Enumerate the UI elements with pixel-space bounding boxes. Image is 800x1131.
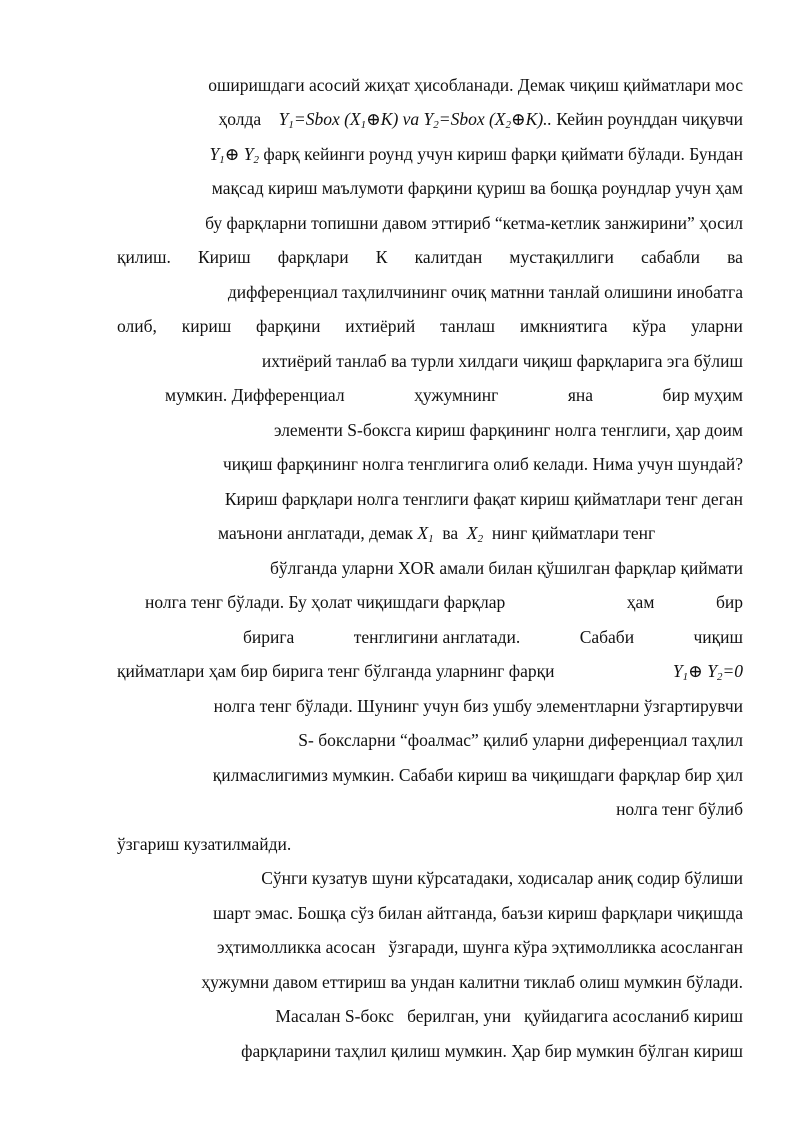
- text-line: нолга тенг бўлади. Шунинг учун биз ушбу элементларни ўзгартирувчи: [213, 696, 743, 716]
- text-line: ихтиёрий танлаб ва турли хилдаги чиқиш фарқларига эга бўлиш: [261, 351, 743, 371]
- text-line: бу фарқларни топишни давом эттириб “кетма-кетлик занжирини” ҳосил: [205, 213, 743, 233]
- text-line: қилмаслигимиз мумкин. Сабаби кириш ва чиқишдаги фарқлар бир ҳил: [212, 765, 743, 785]
- text-line: ҳужумни давом еттириш ва ундан калитни тиклаб олиш мумкин бўлади.: [201, 972, 743, 992]
- text-line: нолга тенг бўлиб: [616, 799, 743, 819]
- text-line: эҳтимолликка асосан ўзгаради, шунга кўра эҳтимолликка асосланган: [217, 937, 743, 957]
- text-line-justified: бирига тенглигини англатади. Сабаби чиқиш: [243, 627, 743, 647]
- text-line: дифференциал таҳлилчининг очиқ матнни танлай олишини инобатга: [227, 282, 743, 302]
- text-line: Сўнги кузатув шуни кўрсатадаки, ходисалар аниқ содир бўлиши: [261, 868, 743, 888]
- text-line: шарт эмас. Бошқа сўз билан айтганда, баъзи кириш фарқлари чиқишда: [213, 903, 743, 923]
- text-line: мақсад кириш маълумоти фарқини қуриш ва бошқа роундлар учун ҳам: [211, 178, 743, 198]
- text-line: ўзгариш кузатилмайди.: [117, 834, 292, 854]
- formula-x2: $X_2$: [466, 523, 484, 545]
- text-line-formula: қийматлари ҳам бир бирига тенг бўлганда уларнинг фарқи $Y_1\oplus$ $Y_2=0$: [117, 661, 743, 683]
- text-line-justified: мумкин. Дифференциал ҳужумнинг яна бир муҳим: [165, 385, 743, 405]
- text-line-formula: маънони англатади, демак $X_1$ ва $X_2$ нинг қийматлари тенг: [218, 523, 656, 545]
- text-line-formula: ҳолда $Y_1=Sbox$ $(X_1\oplus K)$ va $Y_2=Sbox$ $(X_2\oplus K)$.. Кейин роунддан чиқувчи: [218, 109, 743, 131]
- formula-y1-xor-y2-zero: $Y_1\oplus$ $Y_2=0$: [672, 661, 743, 683]
- formula-y1: $Y_1=Sbox$ $(X_1\oplus K)$ va $Y_2=Sbox$ $(X_2\oplus K)$..: [278, 109, 552, 131]
- text-line-formula: $Y_1\oplus$ $Y_2$ фарқ кейинги роунд учун кириш фарқи қиймати бўлади. Бундан: [209, 144, 743, 166]
- text-line: S- боксларни “фоалмас” қилиб уларни диференциал таҳлил: [298, 730, 743, 750]
- text-line-justified: олиб, кириш фарқини ихтиёрий танлаш имкниятига кўра уларни: [117, 316, 743, 336]
- text-line: бўлганда уларни XOR амали билан қўшилган фарқлар қиймати: [269, 558, 743, 578]
- text-line: элементи S-боксга кириш фарқининг нолга тенглиги, ҳар доим: [274, 420, 743, 440]
- text-line-justified: нолга тенг бўлади. Бу ҳолат чиқишдаги фарқлар ҳам бир: [145, 592, 743, 612]
- text-line: оширишдаги асосий жиҳат ҳисобланади. Демак чиқиш қийматлари мос: [208, 75, 743, 95]
- text-line: Масалан S-бокс берилган, уни қуйидагига асосланиб кириш: [275, 1006, 743, 1026]
- formula-x1: $X_1$: [417, 523, 434, 545]
- text-line: чиқиш фарқининг нолга тенглигига олиб келади. Нима учун шундай?: [222, 454, 743, 474]
- text-line: Кириш фарқлари нолга тенглиги фақат кириш қийматлари тенг деган: [224, 489, 743, 509]
- text-line: фарқларини таҳлил қилиш мумкин. Ҳар бир мумкин бўлган кириш: [241, 1041, 743, 1061]
- text-line-justified: қилиш. Кириш фарқлари К калитдан мустақиллиги сабабли ва: [117, 247, 743, 267]
- formula-y1-xor-y2: $Y_1\oplus$ $Y_2$: [209, 144, 260, 166]
